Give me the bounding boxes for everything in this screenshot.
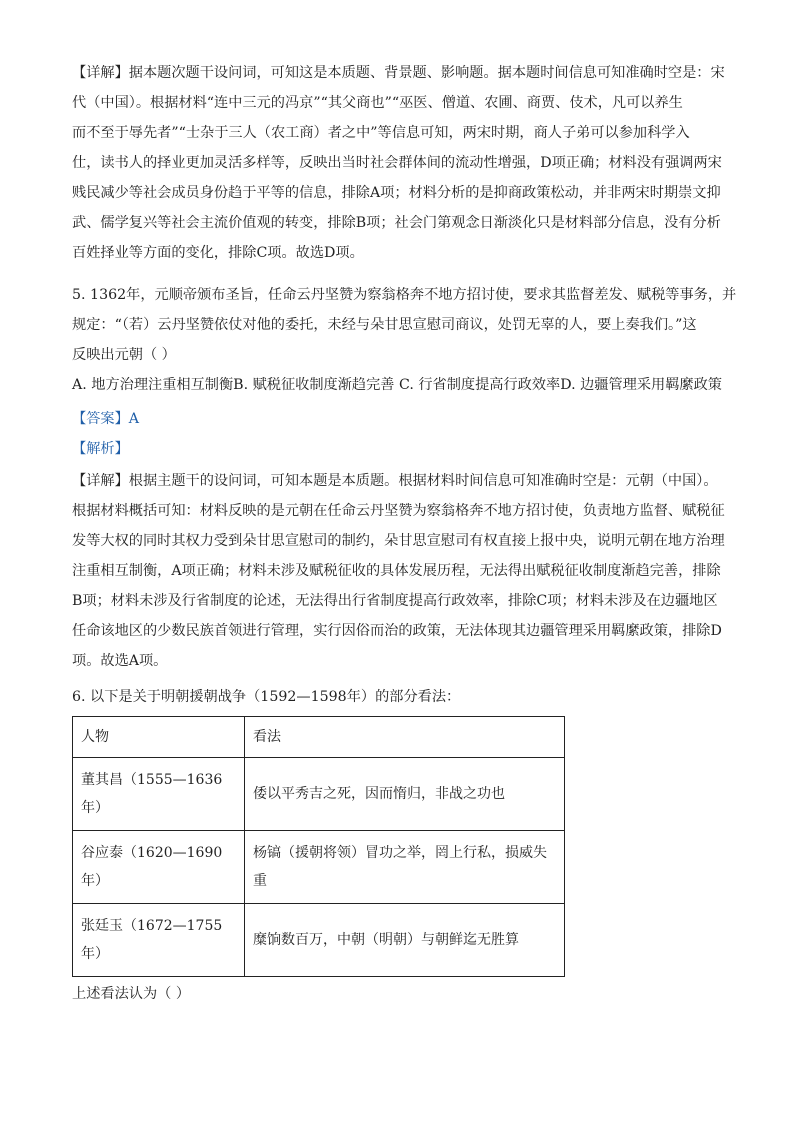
q4-analysis-line: 贱民减少等社会成员身份趋于平等的信息，排除A项；材料分析的是抑商政策松动，并非两宋时期崇文抑 bbox=[72, 185, 721, 201]
view-cell bbox=[245, 904, 565, 977]
q5-stem-line: 5. 1362年，元顺帝颁布圣旨，任命云丹坚赞为察翁格奔不地方招讨使，要求其监督差发、赋税等事务，并 bbox=[72, 287, 737, 303]
q5-stem-line: 反映出元朝（ ） bbox=[72, 347, 176, 363]
view-cell bbox=[245, 758, 565, 831]
person-name-cont: 年） bbox=[81, 800, 109, 816]
q5-detail-line: 任命该地区的少数民族首领进行管理，实行因俗而治的政策，无法体现其边疆管理采用羁縻政策，排除D bbox=[72, 623, 722, 639]
q4-analysis-line: 代（中国）。根据材料“连中三元的冯京”“其父商也”“巫医、僧道、农圃、商贾、伎术，凡可以养生 bbox=[72, 95, 683, 111]
view-text: 倭以平秀吉之死，因而惰归，非战之功也 bbox=[253, 786, 505, 802]
person-cell bbox=[73, 831, 245, 904]
person-name: 张廷玉（1672—1755 bbox=[81, 918, 223, 934]
header-view: 看法 bbox=[245, 717, 565, 758]
q5-stem-line: 规定：“（若）云丹坚赞依仗对他的委托，未经与朵甘思宣慰司商议，处罚无辜的人，要上奏我们。”这 bbox=[72, 317, 697, 333]
table-row bbox=[73, 831, 565, 904]
q5-detail-line: 发等大权的同时其权力受到朵甘思宣慰司的制约，朵甘思宣慰司有权直接上报中央，说明元朝在地方治理 bbox=[72, 533, 725, 549]
q5-detail-line: 根据材料概括可知：材料反映的是元朝在任命云丹坚赞为察翁格奔不地方招讨使，负责地方监督、赋税征 bbox=[72, 503, 725, 519]
views-table bbox=[72, 716, 565, 977]
person-name-cont: 年） bbox=[81, 946, 109, 962]
q5-answer-label: 【答案】A bbox=[72, 411, 139, 427]
q6-closing: 上述看法认为（ ） bbox=[72, 986, 191, 1002]
person-cell bbox=[73, 904, 245, 977]
person-cell bbox=[73, 758, 245, 831]
view-cell bbox=[245, 831, 565, 904]
q4-analysis-line: 【详解】据本题次题干设问词，可知这是本质题、背景题、影响题。据本题时间信息可知准确时空是：宋 bbox=[72, 65, 725, 81]
q5-detail-line: 注重相互制衡，A项正确；材料未涉及赋税征收的具体发展历程，无法得出赋税征收制度渐趋完善，排除 bbox=[72, 563, 721, 579]
person-name: 谷应泰（1620—1690 bbox=[81, 845, 223, 861]
q4-analysis-line: 百姓择业等方面的变化，排除C项。故选D项。 bbox=[72, 245, 364, 261]
view-text: 杨镐（援朝将领）冒功之举，罔上行私，损威失 bbox=[253, 845, 547, 861]
person-name: 董其昌（1555—1636 bbox=[81, 772, 223, 788]
q5-detail-line: 项。故选A项。 bbox=[72, 653, 168, 669]
header-person: 人物 bbox=[73, 717, 245, 758]
person-name-cont: 年） bbox=[81, 873, 109, 889]
q5-analysis-label: 【解析】 bbox=[72, 441, 129, 457]
q6-stem: 6. 以下是关于明朝援朝战争（1592—1598年）的部分看法： bbox=[72, 689, 461, 705]
view-text-cont: 重 bbox=[253, 873, 267, 889]
q5-detail-line: 【详解】根据主题干的设问词，可知本题是本质题。根据材料时间信息可知准确时空是：元朝（中国）。 bbox=[72, 473, 718, 489]
table-row bbox=[73, 758, 565, 831]
q5-detail-line: B项；材料未涉及行省制度的论述，无法得出行省制度提高行政效率，排除C项；材料未涉及在边疆地区 bbox=[72, 593, 718, 609]
q5-options: A. 地方治理注重相互制衡B. 赋税征收制度渐趋完善 C. 行省制度提高行政效率D. 边疆管理采用羁縻政策 bbox=[72, 377, 722, 393]
table-row bbox=[73, 904, 565, 977]
q4-analysis-line: 武、儒学复兴等社会主流价值观的转变，排除B项；社会门第观念日渐淡化只是材料部分信息，没有分析 bbox=[72, 215, 721, 231]
table-header-row bbox=[73, 717, 565, 758]
view-text: 糜饷数百万，中朝（明朝）与朝鲜迄无胜算 bbox=[253, 932, 519, 948]
q4-analysis-line: 而不至于辱先者”“士杂于三人（农工商）者之中”等信息可知，两宋时期，商人子弟可以参加科学入 bbox=[72, 125, 690, 141]
q4-analysis-line: 仕，读书人的择业更加灵活多样等，反映出当时社会群体间的流动性增强，D项正确；材料没有强调两宋 bbox=[72, 155, 722, 171]
